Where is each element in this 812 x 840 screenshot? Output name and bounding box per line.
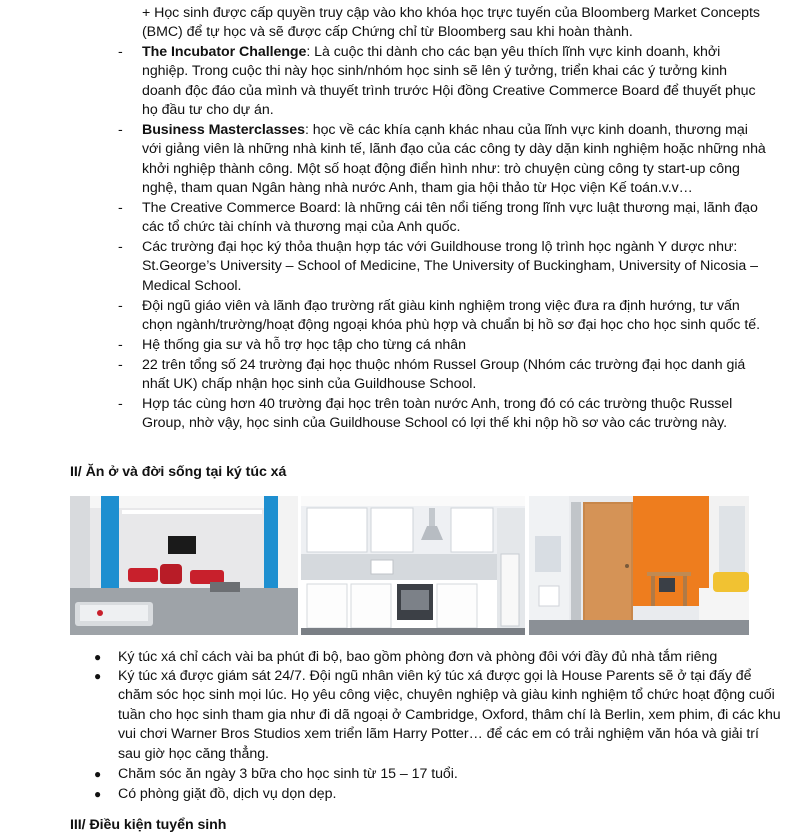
bullet-marker: ● bbox=[94, 669, 102, 683]
kitchen-image bbox=[301, 496, 525, 635]
item-text: Chăm sóc ăn ngày 3 bữa cho học sinh từ 15 – 17 tuổi. bbox=[118, 766, 458, 782]
item-text: 22 trên tổng số 24 trường đại học thuộc nhóm Russel Group (Nhóm các trường đại học danh giá nhất UK) chấp nhận học sinh của Guildhouse School. bbox=[142, 357, 746, 393]
item-text: The Creative Commerce Board: là những cái tên nổi tiếng trong lĩnh vực luật thương mại, lãnh đạo các tổ chức tài chính và thương mại của Anh quốc. bbox=[142, 200, 758, 236]
top-line: + Học sinh được cấp quyền truy cập vào kho khóa học trực tuyến của Bloomberg Market Concepts bbox=[142, 5, 760, 21]
bullet-marker: ● bbox=[94, 767, 102, 781]
bullet-marker: ● bbox=[94, 650, 102, 664]
bullet-marker: ● bbox=[94, 787, 102, 801]
dash-marker: - bbox=[118, 122, 123, 138]
dash-marker: - bbox=[118, 396, 123, 412]
item-text: Ký túc xá được giám sát 24/7. Đội ngũ nhân viên ký túc xá được gọi là House Parents sẽ ở tại đấy để chăm sóc học sinh mọi lúc. Họ yêu công việc, chuyên nghiệp và giàu kinh nghiệm tổ chức hoạt động cuối tuần cho học sinh tham gia như đi dã ngoại ở Cambridge, Oxford, thâm chí là Berlin, xem phim, đi các khu vui chơi Warner Bros Studios xem triển lãm Harry Potter… để các em có trải nghiệm văn hóa và giải trí sau giờ học căng thẳng. bbox=[118, 668, 781, 762]
lounge-photo bbox=[70, 496, 298, 635]
item-bold-label: The Incubator Challenge bbox=[142, 44, 307, 60]
kitchen-photo bbox=[301, 496, 525, 635]
item-text: : Là cuộc thi dành cho các bạn yêu thích lĩnh vực kinh doanh, khởi nghiệp. Trong cuộc thi này học sinh/nhóm học sinh sẽ lên ý tưởng, triển khai các ý tưởng kinh doanh độc đáo của mình và thuyết trình trước Hội đồng Creative Commerce Board để thuyết phục họ đầu tư cho dự án. bbox=[142, 44, 756, 119]
item-text: Các trường đại học ký thỏa thuận hợp tác với Guildhouse trong lộ trình học ngành Y dược như: St.George’s University – School of Medicine, The University of Buckingham, University of Nicosia – Medical School. bbox=[142, 239, 758, 294]
item-text: Hệ thống gia sư và hỗ trợ học tập cho từng cá nhân bbox=[142, 337, 466, 353]
dash-marker: - bbox=[118, 337, 123, 353]
item-text: : học về các khía cạnh khác nhau của lĩnh vực kinh doanh, thương mại với giảng viên là những nhà kinh tế, lãnh đạo của các công ty dày dặn kinh nghiệm hoặc những nhà khởi nghiệp thành công. Một số hoạt động điển hình như: trò chuyện cùng công ty start-up công nghệ, tham quan Ngân hàng nhà nước Anh, tham gia hội thảo từ Học viện Kế toán.v.v… bbox=[142, 122, 766, 197]
section-heading: III/ Điều kiện tuyển sinh bbox=[70, 817, 227, 833]
dash-marker: - bbox=[118, 298, 123, 314]
section-heading: II/ Ăn ở và đời sống tại ký túc xá bbox=[70, 464, 287, 480]
dash-marker: - bbox=[118, 357, 123, 373]
bedroom-photo bbox=[529, 496, 749, 635]
dash-marker: - bbox=[118, 239, 123, 255]
item-bold-label: Business Masterclasses bbox=[142, 122, 305, 138]
dash-marker: - bbox=[118, 200, 123, 216]
dash-marker: - bbox=[118, 44, 123, 60]
bedroom-image bbox=[529, 496, 749, 635]
item-text: Có phòng giặt đồ, dịch vụ dọn dẹp. bbox=[118, 786, 337, 802]
lounge-image bbox=[70, 496, 298, 635]
top-paragraph bbox=[142, 4, 782, 43]
item-text: Hợp tác cùng hơn 40 trường đại học trên toàn nước Anh, trong đó có các trường thuộc Russel Group, nhờ vậy, học sinh của Guildhouse School có lợi thế khi nộp hồ sơ vào các trường này. bbox=[142, 396, 733, 432]
item-text: Đội ngũ giáo viên và lãnh đạo trường rất giàu kinh nghiệm trong việc đưa ra định hướng, tư vấn chọn ngành/trường/hoạt động ngoại khóa phù hợp và chuẩn bị hồ sơ đại học cho học sinh quốc tế. bbox=[142, 298, 760, 334]
top-line: (BMC) để tự học và sẽ được cấp Chứng chỉ từ Bloomberg sau khi hoàn thành. bbox=[142, 24, 633, 41]
item-text: Ký túc xá chỉ cách vài ba phút đi bộ, bao gồm phòng đơn và phòng đôi với đầy đủ nhà tắm riêng bbox=[118, 649, 718, 665]
